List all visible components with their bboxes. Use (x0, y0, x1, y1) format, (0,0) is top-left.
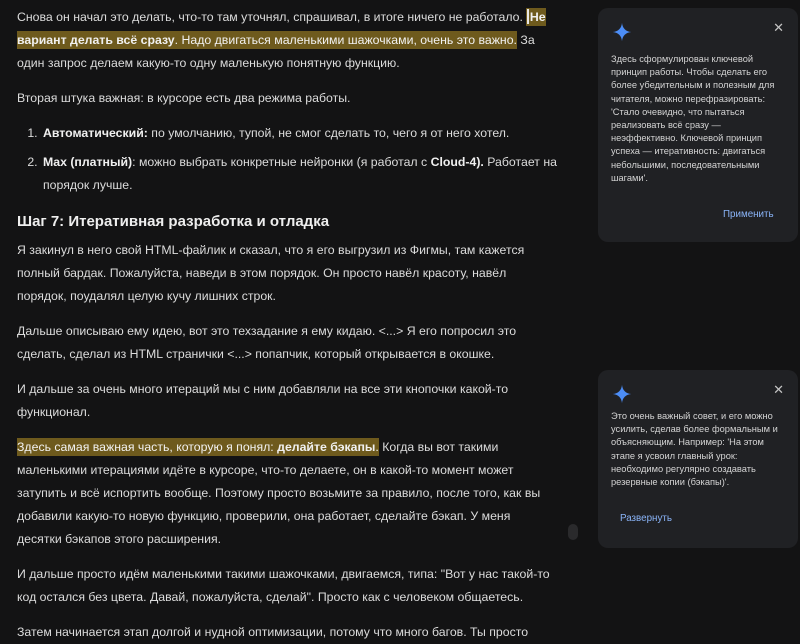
highlighted-text[interactable] (17, 438, 379, 456)
paragraph: И дальше за очень много итераций мы с ним добавляли на все эти кнопочки какой-то функционал. (17, 382, 509, 419)
text-cursor (527, 9, 529, 24)
bold-text: Cloud-4). (430, 155, 484, 169)
text: : можно выбрать конкретные нейронки (я работал с (132, 155, 431, 169)
paragraph: Дальше описываю ему идею, вот это техзадание я ему кидаю. <...> Я его попросил это сделать, сделал из HTML странички <...> попапчик, который открывается в окошке. (17, 324, 517, 361)
paragraph: Вторая штука важная: в курсоре есть два режима работы. (17, 91, 351, 105)
scroll-indicator[interactable] (568, 524, 578, 540)
modes-list (17, 122, 561, 197)
text: Когда вы вот такими маленькими итерациями идёте в курсоре, что-то делаете, он в какой-то момент может затупить и всё испортить вообще. Поэтому просто возьмите за правило, после того, как вы добавили какую-то новую функцию, проверили, она работает, сделайте бэкап. У меня десятки бэкапов этого расширения. (17, 440, 541, 546)
text: по умолчанию, тупой, не смог сделать то, чего я от него хотел. (147, 126, 510, 140)
close-icon[interactable]: ✕ (773, 20, 784, 35)
bold-text: Автоматический: (43, 126, 148, 140)
text: Работает на порядок лучше. (43, 155, 557, 192)
bold-text: Не вариант делать всё сразу (17, 10, 546, 47)
suggestion-text: Это очень важный совет, и его можно усилить, сделав более формальным и объясняющим. Например: 'На этом этапе я усвоил главный урок: необходимо регулярно создавать резервные копии (бэкапы)'. (611, 411, 778, 488)
list-item (41, 151, 561, 197)
expand-button[interactable]: Развернуть (620, 513, 672, 524)
suggestion-card[interactable] (598, 370, 798, 548)
list-item (41, 122, 561, 145)
text: . Надо двигаться маленькими шажочками, очень это важно. (174, 33, 517, 47)
paragraph: И дальше просто идём маленькими такими шажочками, двигаемся, типа: "Вот у нас такой-то код остался без цвета. Давай, пожалуйста, сделай". Просто как с человеком общаетесь. (17, 567, 550, 604)
paragraph (17, 6, 557, 75)
section-heading: Шаг 7: Итеративная разработка и отладка (17, 213, 330, 230)
paragraph: Я закинул в него свой HTML-файлик и сказал, что я его выгрузил из Фигмы, там кажется полный бардак. Пожалуйста, наведи в этом порядок. Он просто навёл красоту, навёл порядок, поудалял целую кучу лишних строк. (17, 243, 525, 303)
bold-text: делайте бэкапы (277, 440, 376, 454)
gemini-sparkle-icon (612, 384, 632, 404)
gemini-sparkle-icon (612, 22, 632, 42)
suggestion-text: Здесь сформулирован ключевой принцип работы. Чтобы сделать его более убедительным и полезным для читателя, можно перефразировать: 'Стало очевидно, что пытаться реализовать всё сразу — неэффективно. Ключевой принцип успеха — итеративность: двигаться небольшими, последовательными шагами'. (611, 54, 775, 183)
bold-text: Max (платный) (43, 155, 133, 169)
text: . (375, 440, 379, 454)
apply-button[interactable]: Применить (723, 209, 774, 220)
close-icon[interactable]: ✕ (773, 382, 784, 397)
text: Снова он начал это делать, что-то там уточнял, спрашивал, в итоге ничего не работало. (17, 10, 527, 24)
paragraph (17, 436, 557, 551)
paragraph: Затем начинается этап долгой и нудной оптимизации, потому что много багов. Ты просто (17, 625, 529, 639)
text: За один запрос делаем какую-то одну маленькую понятную функцию. (17, 33, 535, 70)
text: Здесь самая важная часть, которую я понял: (17, 440, 278, 454)
suggestion-card[interactable] (598, 8, 798, 242)
